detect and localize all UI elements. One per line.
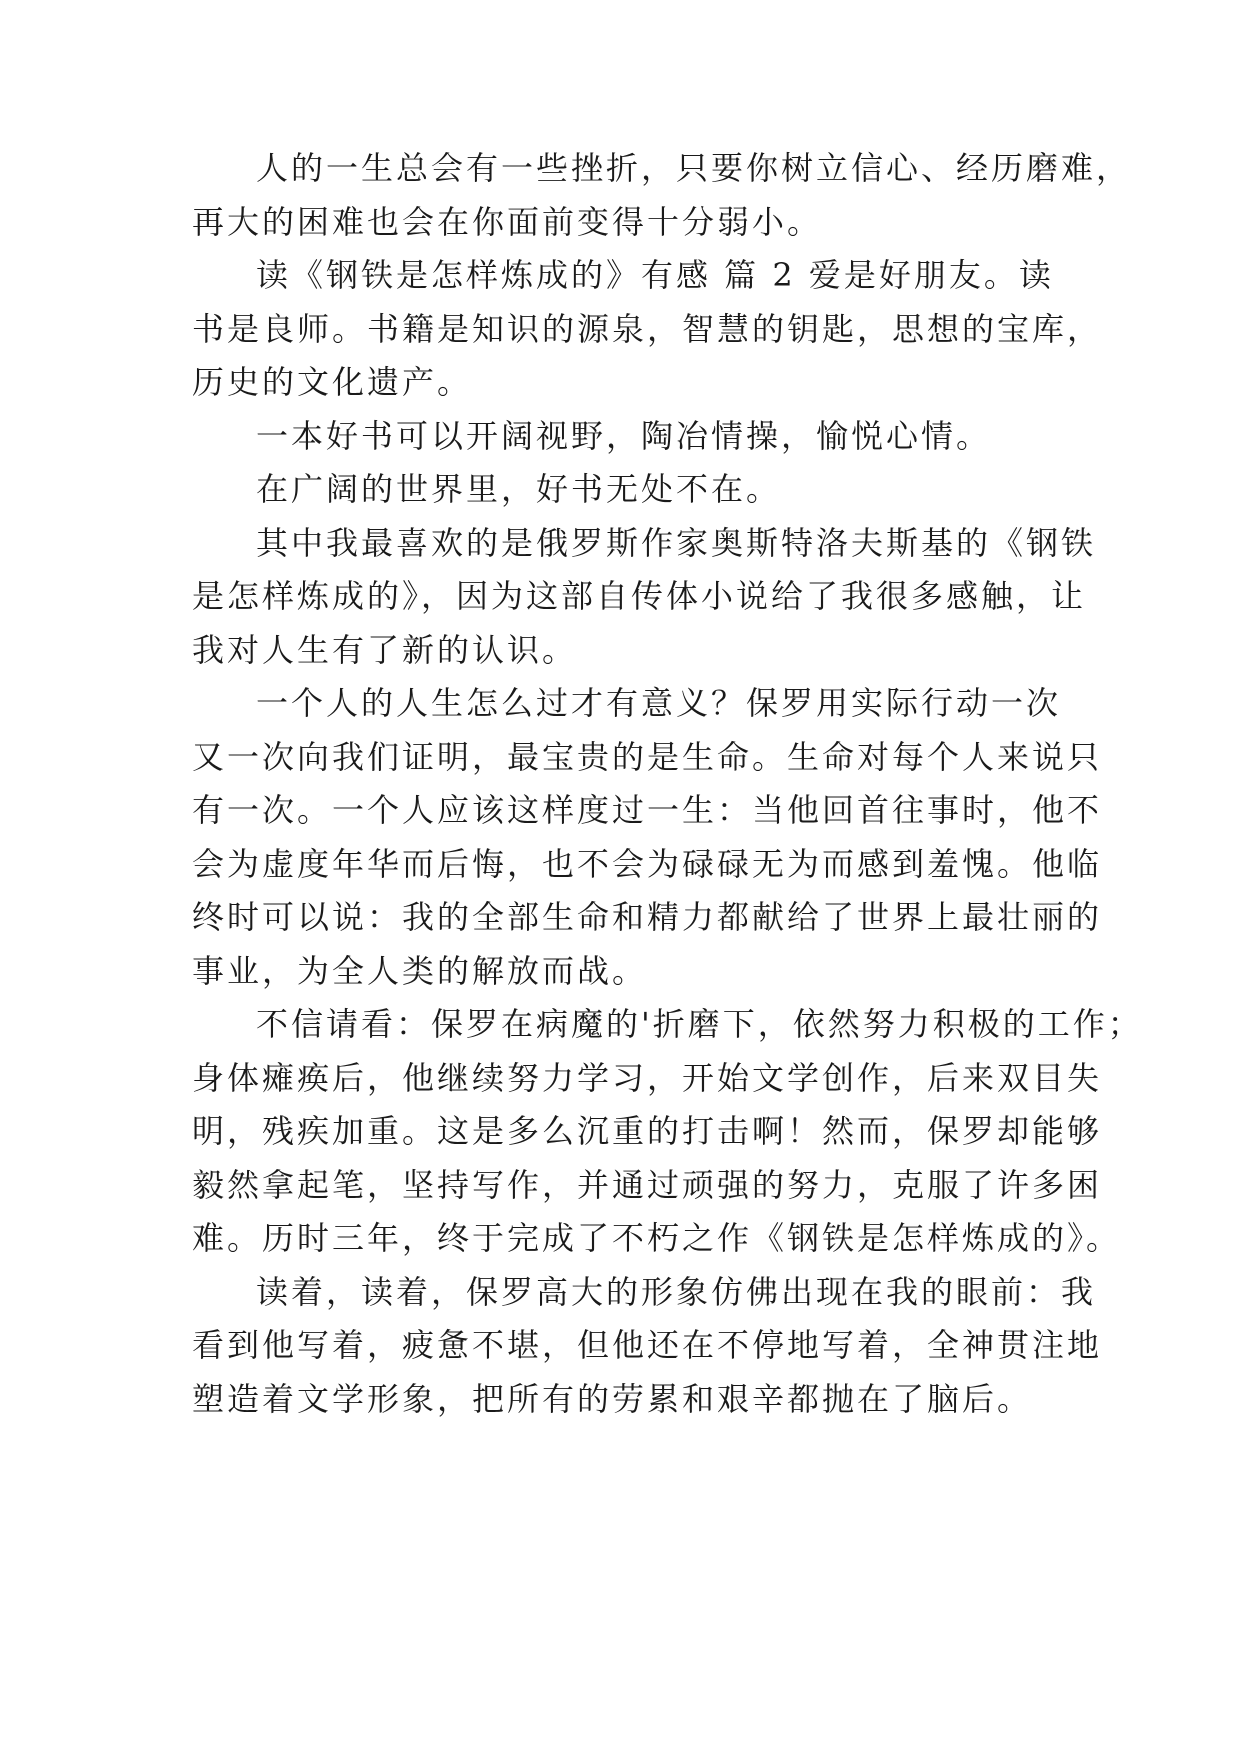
text-line: 再大的困难也会在你面前变得十分弱小。 <box>192 203 823 241</box>
text-line: 难。历时三年，终于完成了不朽之作《钢铁是怎样炼成的》。 <box>192 1219 1122 1257</box>
text-line: 身体瘫痪后，他继续努力学习，开始文学创作，后来双目失 <box>192 1059 1103 1097</box>
text-line: 书是良师。书籍是知识的源泉，智慧的钥匙，思想的宝库， <box>192 310 1103 348</box>
text-line: 历史的文化遗产。 <box>192 363 473 401</box>
text-line: 一个人的人生怎么过才有意义？保罗用实际行动一次 <box>256 684 1062 722</box>
text-line: 看到他写着，疲惫不堪，但他还在不停地写着，全神贯注地 <box>192 1326 1103 1364</box>
text-line: 一本好书可以开阔视野，陶冶情操，愉悦心情。 <box>256 417 992 455</box>
text-line: 人的一生总会有一些挫折，只要你树立信心、经历磨难， <box>256 149 1132 187</box>
text-line: 不信请看：保罗在病魔的'折磨下，依然努力积极的工作； <box>256 1005 1143 1043</box>
text-line: 塑造着文学形象，把所有的劳累和艰辛都抛在了脑后。 <box>192 1380 1033 1418</box>
text-line: 是怎样炼成的》，因为这部自传体小说给了我很多感触，让 <box>192 577 1087 615</box>
text-line: 事业，为全人类的解放而战。 <box>192 952 648 990</box>
text-line: 毅然拿起笔，坚持写作，并通过顽强的努力，克服了许多困 <box>192 1166 1103 1204</box>
text-line: 又一次向我们证明，最宝贵的是生命。生命对每个人来说只 <box>192 738 1103 776</box>
text-line: 其中我最喜欢的是俄罗斯作家奥斯特洛夫斯基的《钢铁 <box>256 524 1097 562</box>
text-line: 有一次。一个人应该这样度过一生：当他回首往事时，他不 <box>192 791 1103 829</box>
text-line: 读着，读着，保罗高大的形象仿佛出现在我的眼前：我 <box>256 1273 1097 1311</box>
text-line: 终时可以说：我的全部生命和精力都献给了世界上最壮丽的 <box>192 898 1103 936</box>
text-line: 明，残疾加重。这是多么沉重的打击啊！然而，保罗却能够 <box>192 1112 1103 1150</box>
text-line: 读《钢铁是怎样炼成的》有感 篇 2 爱是好朋友。读 <box>256 256 1054 294</box>
text-line: 会为虚度年华而后悔，也不会为碌碌无为而感到羞愧。他临 <box>192 845 1103 883</box>
text-line: 在广阔的世界里，好书无处不在。 <box>256 470 782 508</box>
text-line: 我对人生有了新的认识。 <box>192 631 578 669</box>
